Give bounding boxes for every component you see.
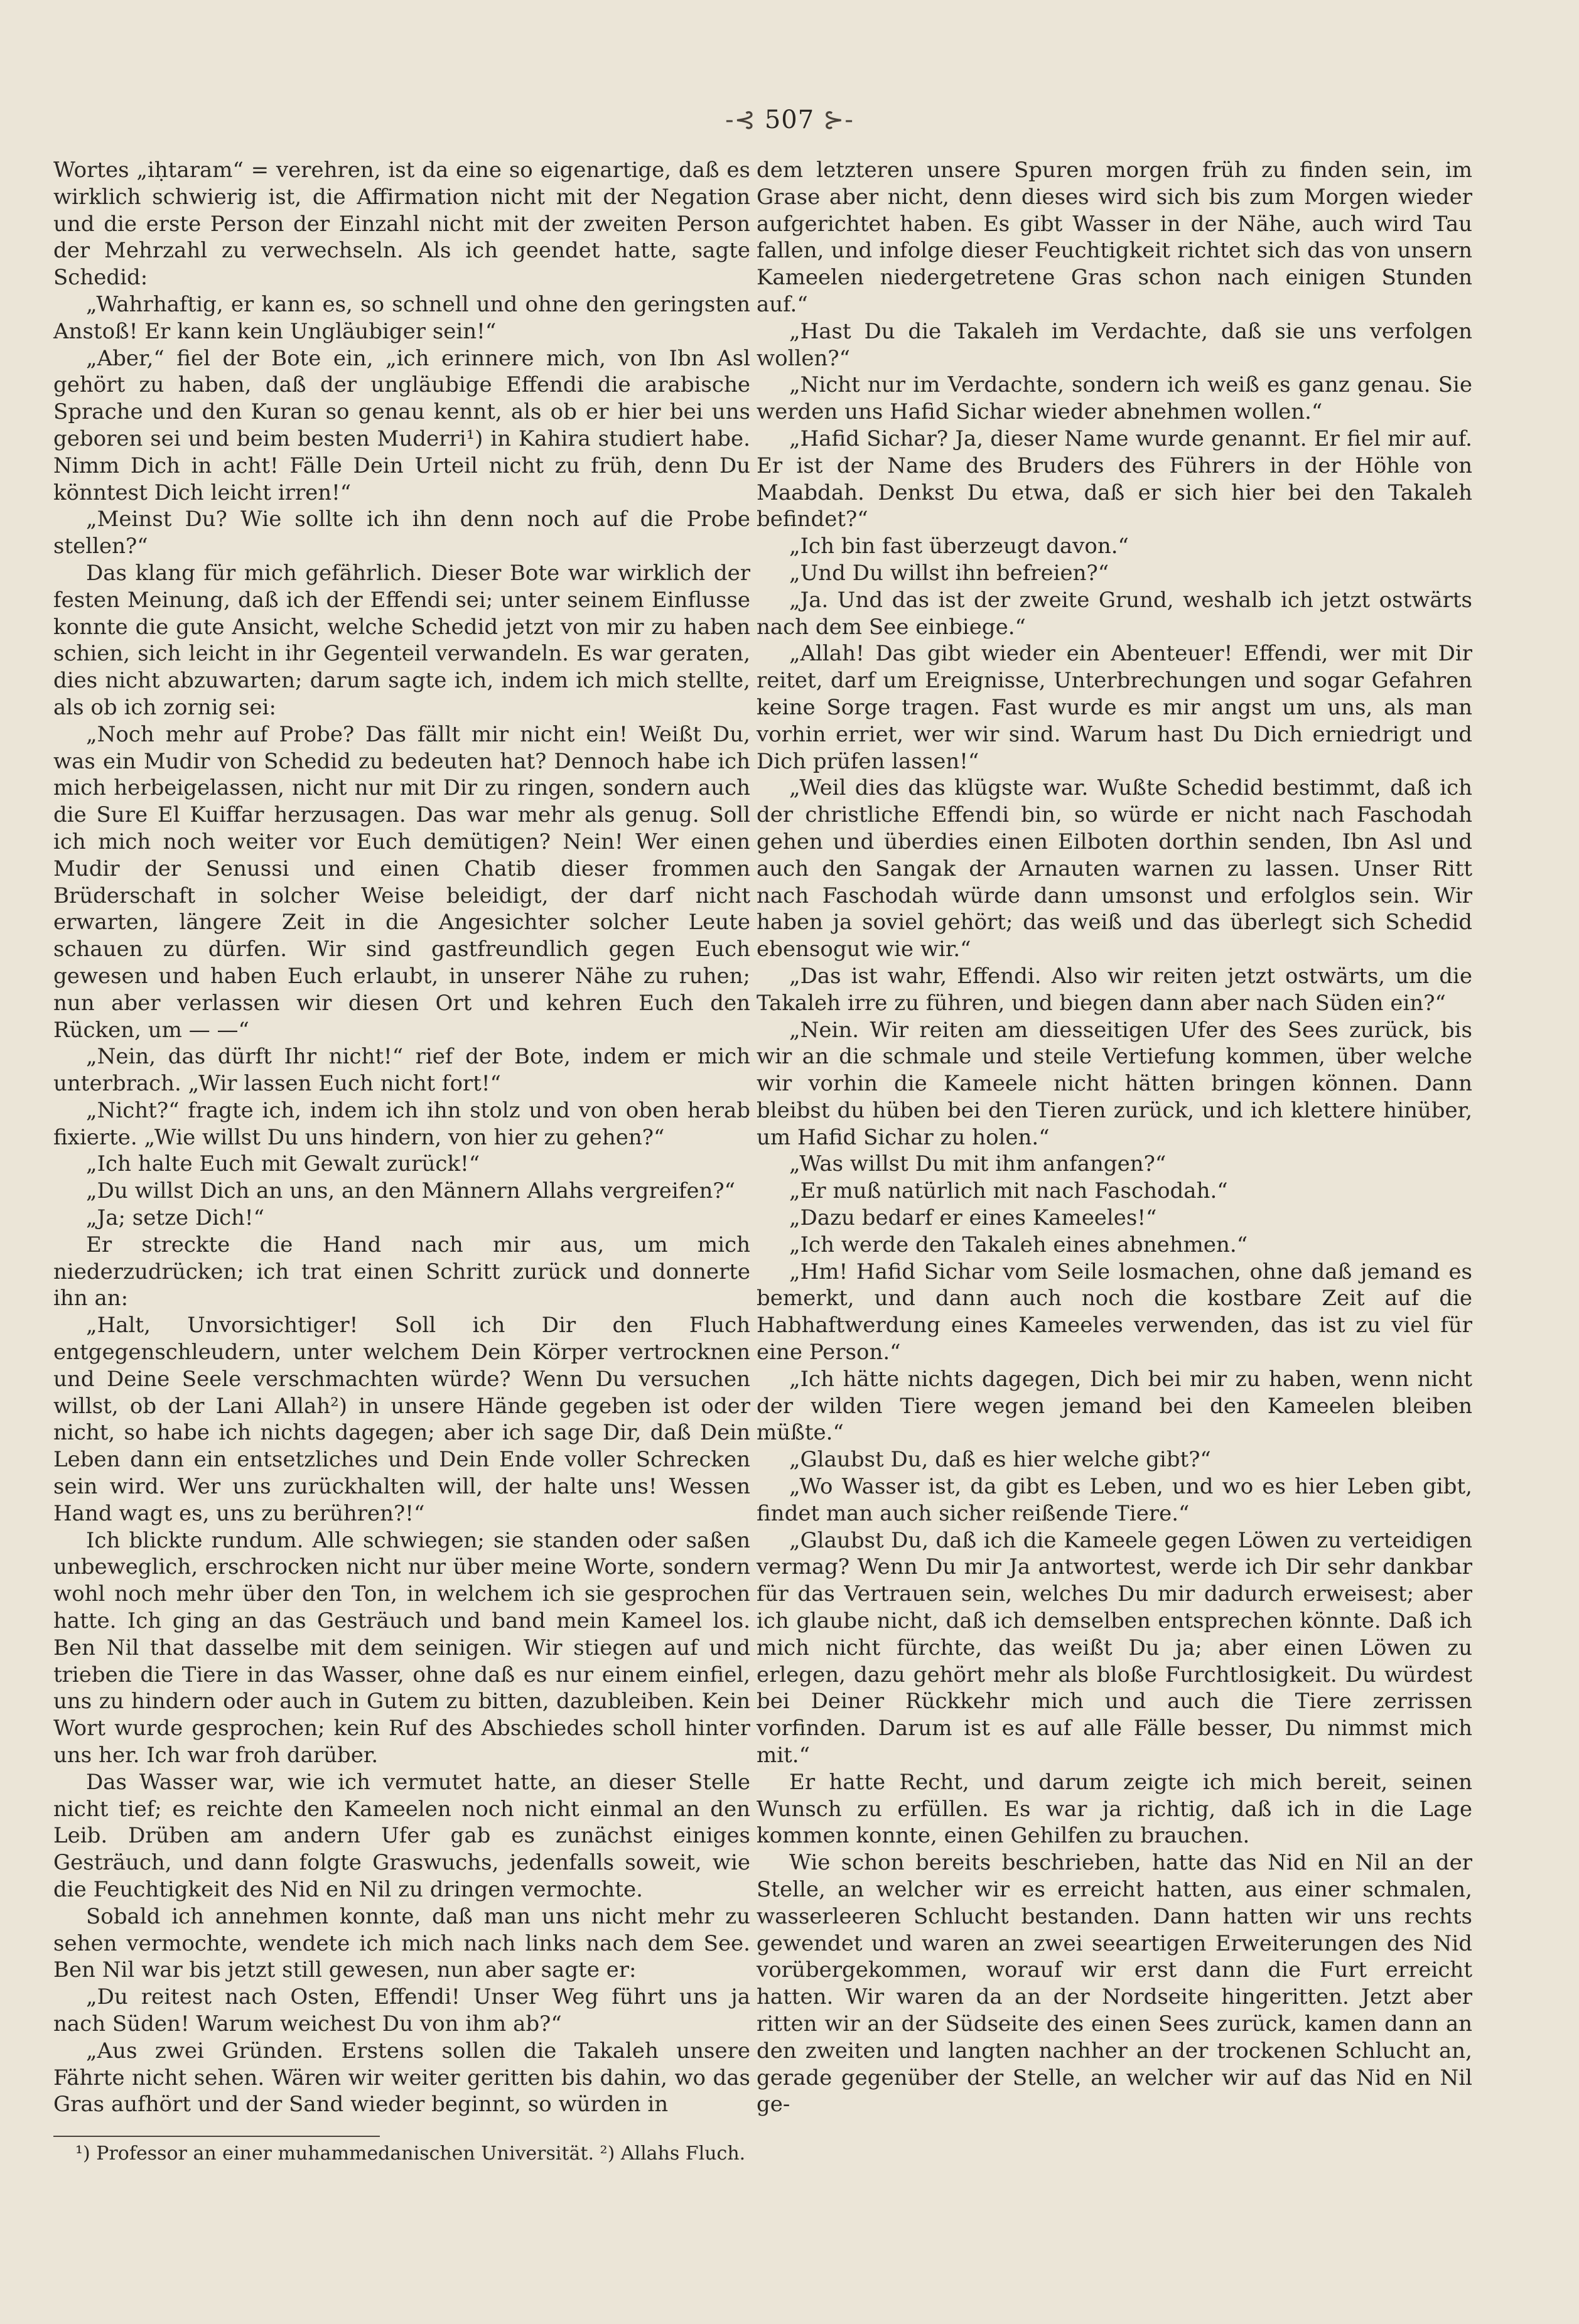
ornament-right-icon: ⊱- [822,105,854,134]
paragraph: dem letzteren unsere Spuren morgen früh zu finden sein, im Grase aber nicht, denn dieses wird sich bis zum Morgen wieder aufgerichtet haben. Es gibt Wasser in der Nähe, auch wird Tau fallen, und infolge dieser Feuchtigkeit richtet sich das von unsern Kameelen niedergetretene Gras schon nach einigen Stunden auf.“ [757,158,1472,317]
page-number: 507 [764,105,815,134]
ornament-left-icon: -⊰ [725,105,757,134]
paragraph: „Ich bin fast überzeugt davon.“ [789,534,1129,559]
paragraph: „Und Du willst ihn befreien?“ [789,560,1109,586]
paragraph: Wie schon bereits beschrieben, hatte das Nid en Nil an der Stelle, an welcher wir es erreicht hatten, aus einer schmalen, wasserleeren Schlucht bestanden. Dann hatten wir uns rechts gewendet und waren an zwei seeartigen Erweiterungen des Nid vorübergekommen, worauf wir erst dann die Furt erreicht hatten. Wir waren da an der Nordseite hingeritten. Jetzt aber ritten wir an der Südseite des einen Sees zurück, kamen dann an den zweiten und langten nachher an der trockenen Schlucht an, gerade gegenüber der Stelle, an welcher wir auf das Nid en Nil ge- [757,1850,1472,2117]
paragraph: „Du willst Dich an uns, an den Männern Allahs vergreifen?“ [86,1178,735,1204]
paragraph: Er hatte Recht, und darum zeigte ich mich bereit, seinen Wunsch zu erfüllen. Es war ja richtig, daß ich in die Lage kommen konnte, einen Gehilfen zu brauchen. [757,1769,1472,1849]
paragraph: „Halt, Unvorsichtiger! Soll ich Dir den Fluch entgegenschleudern, unter welchem Dein Körper vertrocknen und Deine Seele verschmachten würde? Wenn Du versuchen willst, ob der Lani Allah²) in unsere Hände gegeben ist oder nicht, so habe ich nichts dagegen; aber ich sage Dir, daß Dein Leben dann ein entsetzliches und Dein Ende voller Schrecken sein wird. Wer uns zurückhalten will, der halte uns! Wessen Hand wagt es, uns zu berühren?!“ [53,1313,750,1526]
paragraph: „Allah! Das gibt wieder ein Abenteuer! Effendi, wer mit Dir reitet, darf um Ereignisse, Unterbrechungen und sogar Gefahren keine Sorge tragen. Fast wurde es mir angst um uns, als man vorhin erriet, wer wir sind. Warum hast Du Dich erniedrigt und Dich prüfen lassen!“ [757,641,1472,774]
paragraph: „Glaubst Du, daß ich die Kameele gegen Löwen zu verteidigen vermag? Wenn Du mir Ja antwortest, werde ich Dir sehr dankbar für das Vertrauen sein, welches Du mir dadurch erweisest; aber ich glaube nicht, daß ich demselben entsprechen könnte. Daß ich mich nicht fürchte, das weißt Du ja; aber einen Löwen zu erlegen, dazu gehört mehr als bloße Furchtlosigkeit. Du würdest bei Deiner Rückkehr mich und auch die Tiere zerrissen vorfinden. Darum ist es auf alle Fälle besser, Du nimmst mich mit.“ [757,1527,1472,1768]
paragraph: Sobald ich annehmen konnte, daß man uns nicht mehr zu sehen vermochte, wendete ich mich nach links nach dem See. Ben Nil war bis jetzt still gewesen, nun aber sagte er: [53,1903,750,1983]
paragraph: „Hafid Sichar? Ja, dieser Name wurde genannt. Er fiel mir auf. Er ist der Name des Bruders des Führers in der Höhle von Maabdah. Denkst Du etwa, daß er sich hier bei den Takaleh befindet?“ [757,426,1472,532]
paragraph: „Noch mehr auf Probe? Das fällt mir nicht ein! Weißt Du, was ein Mudir von Schedid zu bedeuten hat? Dennoch habe ich mich herbeigelassen, nicht nur mit Dir zu ringen, sondern auch die Sure El Kuiffar herzusagen. Das war mehr als genug. Soll ich mich noch weiter vor Euch demütigen? Nein! Wer einen Mudir der Senussi und einen Chatib dieser frommen Brüderschaft in solcher Weise beleidigt, der darf nicht erwarten, längere Zeit in die Angesichter solcher Leute schauen zu dürfen. Wir sind gastfreundlich gegen Euch gewesen und haben Euch erlaubt, in unserer Nähe zu ruhen; nun aber verlassen wir diesen Ort und kehren Euch den Rücken, um — —“ [53,721,750,1043]
paragraph: „Er muß natürlich mit nach Faschodah.“ [789,1178,1228,1204]
paragraph: „Ja. Und das ist der zweite Grund, weshalb ich jetzt ostwärts nach dem See einbiege.“ [757,587,1472,640]
paragraph: Das Wasser war, wie ich vermutet hatte, an dieser Stelle nicht tief; es reichte den Kameelen noch nicht einmal an den Leib. Drüben am andern Ufer gab es zunächst einiges Gesträuch, und dann folgte Graswuchs, jedenfalls soweit, wie die Feuchtigkeit des Nid en Nil zu dringen vermochte. [53,1769,750,1902]
paragraph: „Nein, das dürft Ihr nicht!“ rief der Bote, indem er mich unterbrach. „Wir lassen Euch nicht fort!“ [53,1044,750,1097]
paragraph: Das klang für mich gefährlich. Dieser Bote war wirklich der festen Meinung, daß ich der Effendi sei; unter seinem Einflusse konnte die gute Ansicht, welche Schedid jetzt von mir zu haben schien, sich leicht in ihr Gegenteil verwandeln. Es war geraten, dies nicht abzuwarten; darum sagte ich, indem ich mich stellte, als ob ich zornig sei: [53,560,750,720]
footnote-divider [53,2136,380,2137]
right-text-column [757,157,1472,2118]
paragraph: Wortes „iḥtaram“ = verehren, ist da eine so eigenartige, daß es wirklich schwierig ist, die Affirmation nicht mit der Negation und die erste Person der Einzahl nicht mit der zweiten Person der Mehrzahl zu verwechseln. Als ich geendet hatte, sagte Schedid: [53,158,750,291]
paragraph: „Wo Wasser ist, da gibt es Leben, und wo es hier Leben gibt, findet man auch sicher reißende Tiere.“ [757,1474,1472,1526]
paragraph: „Ich werde den Takaleh eines abnehmen.“ [789,1232,1248,1257]
paragraph: „Glaubst Du, daß es hier welche gibt?“ [789,1447,1211,1473]
paragraph: „Aus zwei Gründen. Erstens sollen die Takaleh unsere Fährte nicht sehen. Wären wir weiter geritten bis dahin, wo das Gras aufhört und der Sand wieder beginnt, so würden in [53,2038,750,2117]
paragraph: „Ich halte Euch mit Gewalt zurück!“ [86,1151,480,1177]
paragraph: „Hast Du die Takaleh im Verdachte, daß sie uns verfolgen wollen?“ [757,318,1472,371]
left-text-column [53,157,750,2118]
page-header [0,105,1579,134]
footnotes: ¹) Professor an einer muhammedanischen Universität. ²) Allahs Fluch. [75,2143,746,2165]
paragraph: „Nicht?“ fragte ich, indem ich ihn stolz und von oben herab fixierte. „Wie willst Du uns hindern, von hier zu gehen?“ [53,1097,750,1150]
paragraph: „Wahrhaftig, er kann es, so schnell und ohne den geringsten Anstoß! Er kann kein Ungläubiger sein!“ [53,291,750,344]
paragraph: „Was willst Du mit ihm anfangen?“ [789,1151,1167,1177]
paragraph: Ich blickte rundum. Alle schwiegen; sie standen oder saßen unbeweglich, erschrocken nicht nur über meine Worte, sondern wohl noch mehr über den Ton, in welchem ich sie gesprochen hatte. Ich ging an das Gesträuch und band mein Kameel los. Ben Nil that dasselbe mit dem seinigen. Wir stiegen auf und trieben die Tiere in das Wasser, ohne daß es nur einem einfiel, uns zu hindern oder auch in Gutem zu bitten, dazubleiben. Kein Wort wurde gesprochen; kein Ruf des Abschiedes scholl hinter uns her. Ich war froh darüber. [53,1527,750,1768]
paragraph: „Dazu bedarf er eines Kameeles!“ [789,1205,1157,1231]
paragraph: „Ich hätte nichts dagegen, Dich bei mir zu haben, wenn nicht der wilden Tiere wegen jemand bei den Kameelen bleiben müßte.“ [757,1366,1472,1446]
paragraph: „Nicht nur im Verdachte, sondern ich weiß es ganz genau. Sie werden uns Hafid Sichar wieder abnehmen wollen.“ [757,372,1472,425]
paragraph: „Aber,“ fiel der Bote ein, „ich erinnere mich, von Ibn Asl gehört zu haben, daß der ungläubige Effendi die arabische Sprache und den Kuran so genau kennt, als ob er hier bei uns geboren sei und beim besten Muderri¹) in Kahira studiert habe. Nimm Dich in acht! Fälle Dein Urteil nicht zu früh, denn Du könntest Dich leicht irren!“ [53,345,750,505]
paragraph: „Du reitest nach Osten, Effendi! Unser Weg führt uns ja nach Süden! Warum weichest Du von ihm ab?“ [53,1984,750,2036]
paragraph: „Nein. Wir reiten am diesseitigen Ufer des Sees zurück, bis wir an die schmale und steile Vertiefung kommen, über welche wir vorhin die Kameele nicht hätten bringen können. Dann bleibst du hüben bei den Tieren zurück, und ich klettere hinüber, um Hafid Sichar zu holen.“ [757,1017,1472,1150]
paragraph: „Meinst Du? Wie sollte ich ihn denn noch auf die Probe stellen?“ [53,507,750,559]
paragraph: „Hm! Hafid Sichar vom Seile losmachen, ohne daß jemand es bemerkt, und dann auch noch die kostbare Zeit auf die Habhaftwerdung eines Kameeles verwenden, das ist zu viel für eine Person.“ [757,1259,1472,1365]
paragraph: „Ja; setze Dich!“ [86,1205,264,1231]
paragraph: „Das ist wahr, Effendi. Also wir reiten jetzt ostwärts, um die Takaleh irre zu führen, und biegen dann aber nach Süden ein?“ [757,963,1472,1016]
paragraph: Er streckte die Hand nach mir aus, um mich niederzudrücken; ich trat einen Schritt zurück und donnerte ihn an: [53,1232,750,1311]
paragraph: „Weil dies das klügste war. Wußte Schedid bestimmt, daß ich der christliche Effendi bin, so würde er nicht nach Faschodah gehen und überdies einen Eilboten dorthin senden, Ibn Asl und auch den Sangak der Arnauten warnen zu lassen. Unser Ritt nach Faschodah würde dann umsonst und erfolglos sein. Wir haben ja soviel gehört; das weiß und das überlegt sich Schedid ebensogut wie wir.“ [757,775,1472,962]
